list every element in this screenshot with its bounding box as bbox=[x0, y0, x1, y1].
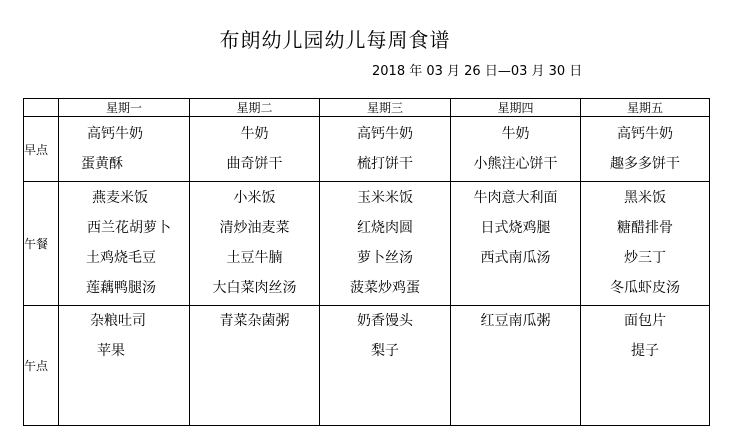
page-title: 布朗幼儿园幼儿每周食谱 bbox=[219, 28, 451, 52]
menu-cell bbox=[581, 117, 710, 182]
menu-item: 奶香馒头 bbox=[357, 313, 413, 329]
date-range: 2018 年 03 月 26 日—03 月 30 日 bbox=[372, 64, 583, 79]
day-header: 星期五 bbox=[581, 99, 710, 117]
menu-item: 牛奶 bbox=[501, 126, 530, 142]
corner-cell bbox=[24, 99, 59, 117]
menu-item: 日式烧鸡腿 bbox=[480, 220, 551, 236]
meal-row-breakfast bbox=[24, 117, 710, 182]
menu-item: 西式南瓜汤 bbox=[480, 250, 551, 266]
menu-item: 红豆南瓜粥 bbox=[480, 313, 551, 329]
day-header: 星期三 bbox=[320, 99, 451, 117]
menu-item: 清炒油麦菜 bbox=[219, 220, 290, 236]
menu-item: 土鸡烧毛豆 bbox=[86, 250, 156, 266]
menu-item: 土豆牛腩 bbox=[226, 250, 283, 266]
menu-cell bbox=[451, 182, 581, 306]
menu-item: 菠菜炒鸡蛋 bbox=[350, 280, 420, 296]
menu-cell bbox=[190, 306, 320, 426]
menu-item: 燕麦米饭 bbox=[92, 190, 148, 206]
menu-cell bbox=[320, 306, 451, 426]
menu-cell bbox=[581, 182, 710, 306]
menu-item: 苹果 bbox=[97, 343, 125, 359]
menu-item: 糖醋排骨 bbox=[617, 220, 673, 236]
meal-label: 午点 bbox=[24, 306, 59, 426]
menu-cell bbox=[59, 182, 190, 306]
menu-item: 蛋黄酥 bbox=[81, 156, 123, 172]
meal-label: 午餐 bbox=[24, 182, 59, 306]
menu-item: 莲藕鸭腿汤 bbox=[86, 280, 156, 296]
weekly-menu-table bbox=[23, 98, 710, 426]
menu-item: 曲奇饼干 bbox=[226, 156, 283, 172]
menu-item: 高钙牛奶 bbox=[617, 126, 673, 142]
menu-item: 趣多多饼干 bbox=[610, 156, 680, 172]
menu-item: 大白菜肉丝汤 bbox=[212, 280, 297, 296]
meal-row-lunch bbox=[24, 182, 710, 306]
meal-label: 早点 bbox=[24, 117, 59, 182]
day-header: 星期一 bbox=[59, 99, 190, 117]
menu-cell bbox=[581, 306, 710, 426]
menu-item: 黑米饭 bbox=[624, 190, 666, 206]
menu-item: 提子 bbox=[631, 343, 659, 359]
menu-item: 西兰花胡萝卜 bbox=[87, 220, 171, 236]
menu-item: 红烧肉圆 bbox=[357, 220, 413, 236]
menu-cell bbox=[190, 182, 320, 306]
menu-item: 青菜杂菌粥 bbox=[219, 313, 290, 329]
menu-item: 萝卜丝汤 bbox=[357, 250, 413, 266]
menu-cell bbox=[59, 117, 190, 182]
menu-item: 杂粮吐司 bbox=[90, 313, 146, 329]
menu-cell bbox=[320, 117, 451, 182]
day-header: 星期二 bbox=[190, 99, 320, 117]
header-row bbox=[24, 99, 710, 117]
day-header: 星期四 bbox=[451, 99, 581, 117]
menu-cell bbox=[59, 306, 190, 426]
menu-cell bbox=[451, 306, 581, 426]
menu-cell bbox=[190, 117, 320, 182]
menu-item: 牛肉意大利面 bbox=[473, 190, 558, 206]
meal-row-afternoon-snack bbox=[24, 306, 710, 426]
menu-item: 炒三丁 bbox=[624, 250, 666, 266]
menu-item: 梨子 bbox=[371, 343, 399, 359]
menu-item: 高钙牛奶 bbox=[87, 126, 143, 142]
menu-item: 面包片 bbox=[624, 313, 666, 329]
menu-item: 冬瓜虾皮汤 bbox=[610, 280, 680, 296]
menu-item: 梳打饼干 bbox=[357, 156, 413, 172]
menu-item: 玉米米饭 bbox=[357, 190, 413, 206]
menu-item: 牛奶 bbox=[240, 126, 269, 142]
menu-item: 小米饭 bbox=[233, 190, 276, 206]
menu-cell bbox=[451, 117, 581, 182]
menu-item: 小熊注心饼干 bbox=[473, 156, 558, 172]
menu-cell bbox=[320, 182, 451, 306]
menu-item: 高钙牛奶 bbox=[357, 126, 413, 142]
